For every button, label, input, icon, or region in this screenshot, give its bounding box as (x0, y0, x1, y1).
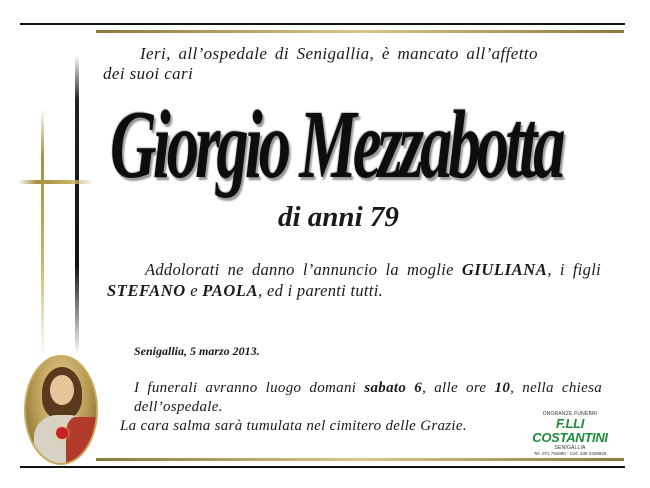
medallion-mantle (66, 417, 98, 465)
logo-contact: Tel. 071 792890 - Cell. 339 2329845 (533, 451, 607, 456)
burial-line: La cara salma sarà tumulata nel cimitero delle Grazie. (120, 418, 467, 434)
funeral-hour: 10 (494, 380, 511, 396)
announcement-text-1: Addolorati ne danno l’annuncio la moglie (145, 260, 462, 279)
funeral-text-3: , nella chiesa dell’ospedale. (134, 380, 603, 415)
funeral-text-2: , alle ore (422, 380, 495, 396)
funeral-home-logo (522, 411, 618, 455)
daughter-name: PAOLA (202, 281, 259, 300)
cross-shadow-stroke (75, 55, 79, 355)
announcement-text-2: , i figli (547, 260, 602, 279)
cross-horizontal-beam (18, 180, 94, 184)
logo-city: SENIGALLIA (554, 445, 586, 451)
intro-line-1: Ieri, all’ospedale di Senigallia, è mancato all’affetto (140, 44, 538, 63)
intro-line-2: dei suoi cari (103, 64, 194, 83)
bottom-border-line (20, 466, 625, 468)
announcement-paragraph (107, 259, 601, 301)
announcement-text-4: , ed i parenti tutti. (258, 281, 384, 300)
intro-text (103, 44, 598, 84)
cross-vertical-beam (41, 108, 44, 358)
sacred-heart-image (24, 355, 98, 465)
sacred-heart-icon (56, 427, 68, 439)
deceased-name: Giorgio Mezzabotta (110, 91, 562, 199)
top-gold-line (96, 30, 624, 33)
bottom-gold-line (96, 458, 624, 461)
medallion-face (50, 375, 74, 405)
son-name: STEFANO (107, 281, 186, 300)
wife-name: GIULIANA (461, 260, 548, 279)
funeral-text-1: I funerali avranno luogo domani (134, 380, 365, 396)
notice-date: Senigallia, 5 marzo 2013. (134, 344, 260, 358)
announcement-text-3: e (185, 281, 203, 300)
funeral-day: sabato 6 (364, 380, 423, 396)
logo-brand: F.LLI COSTANTINI (532, 416, 608, 445)
logo-subtitle: ONORANZE FUNEBRI (542, 411, 598, 417)
top-border-line (20, 23, 625, 25)
deceased-age: di anni 79 (278, 201, 399, 233)
